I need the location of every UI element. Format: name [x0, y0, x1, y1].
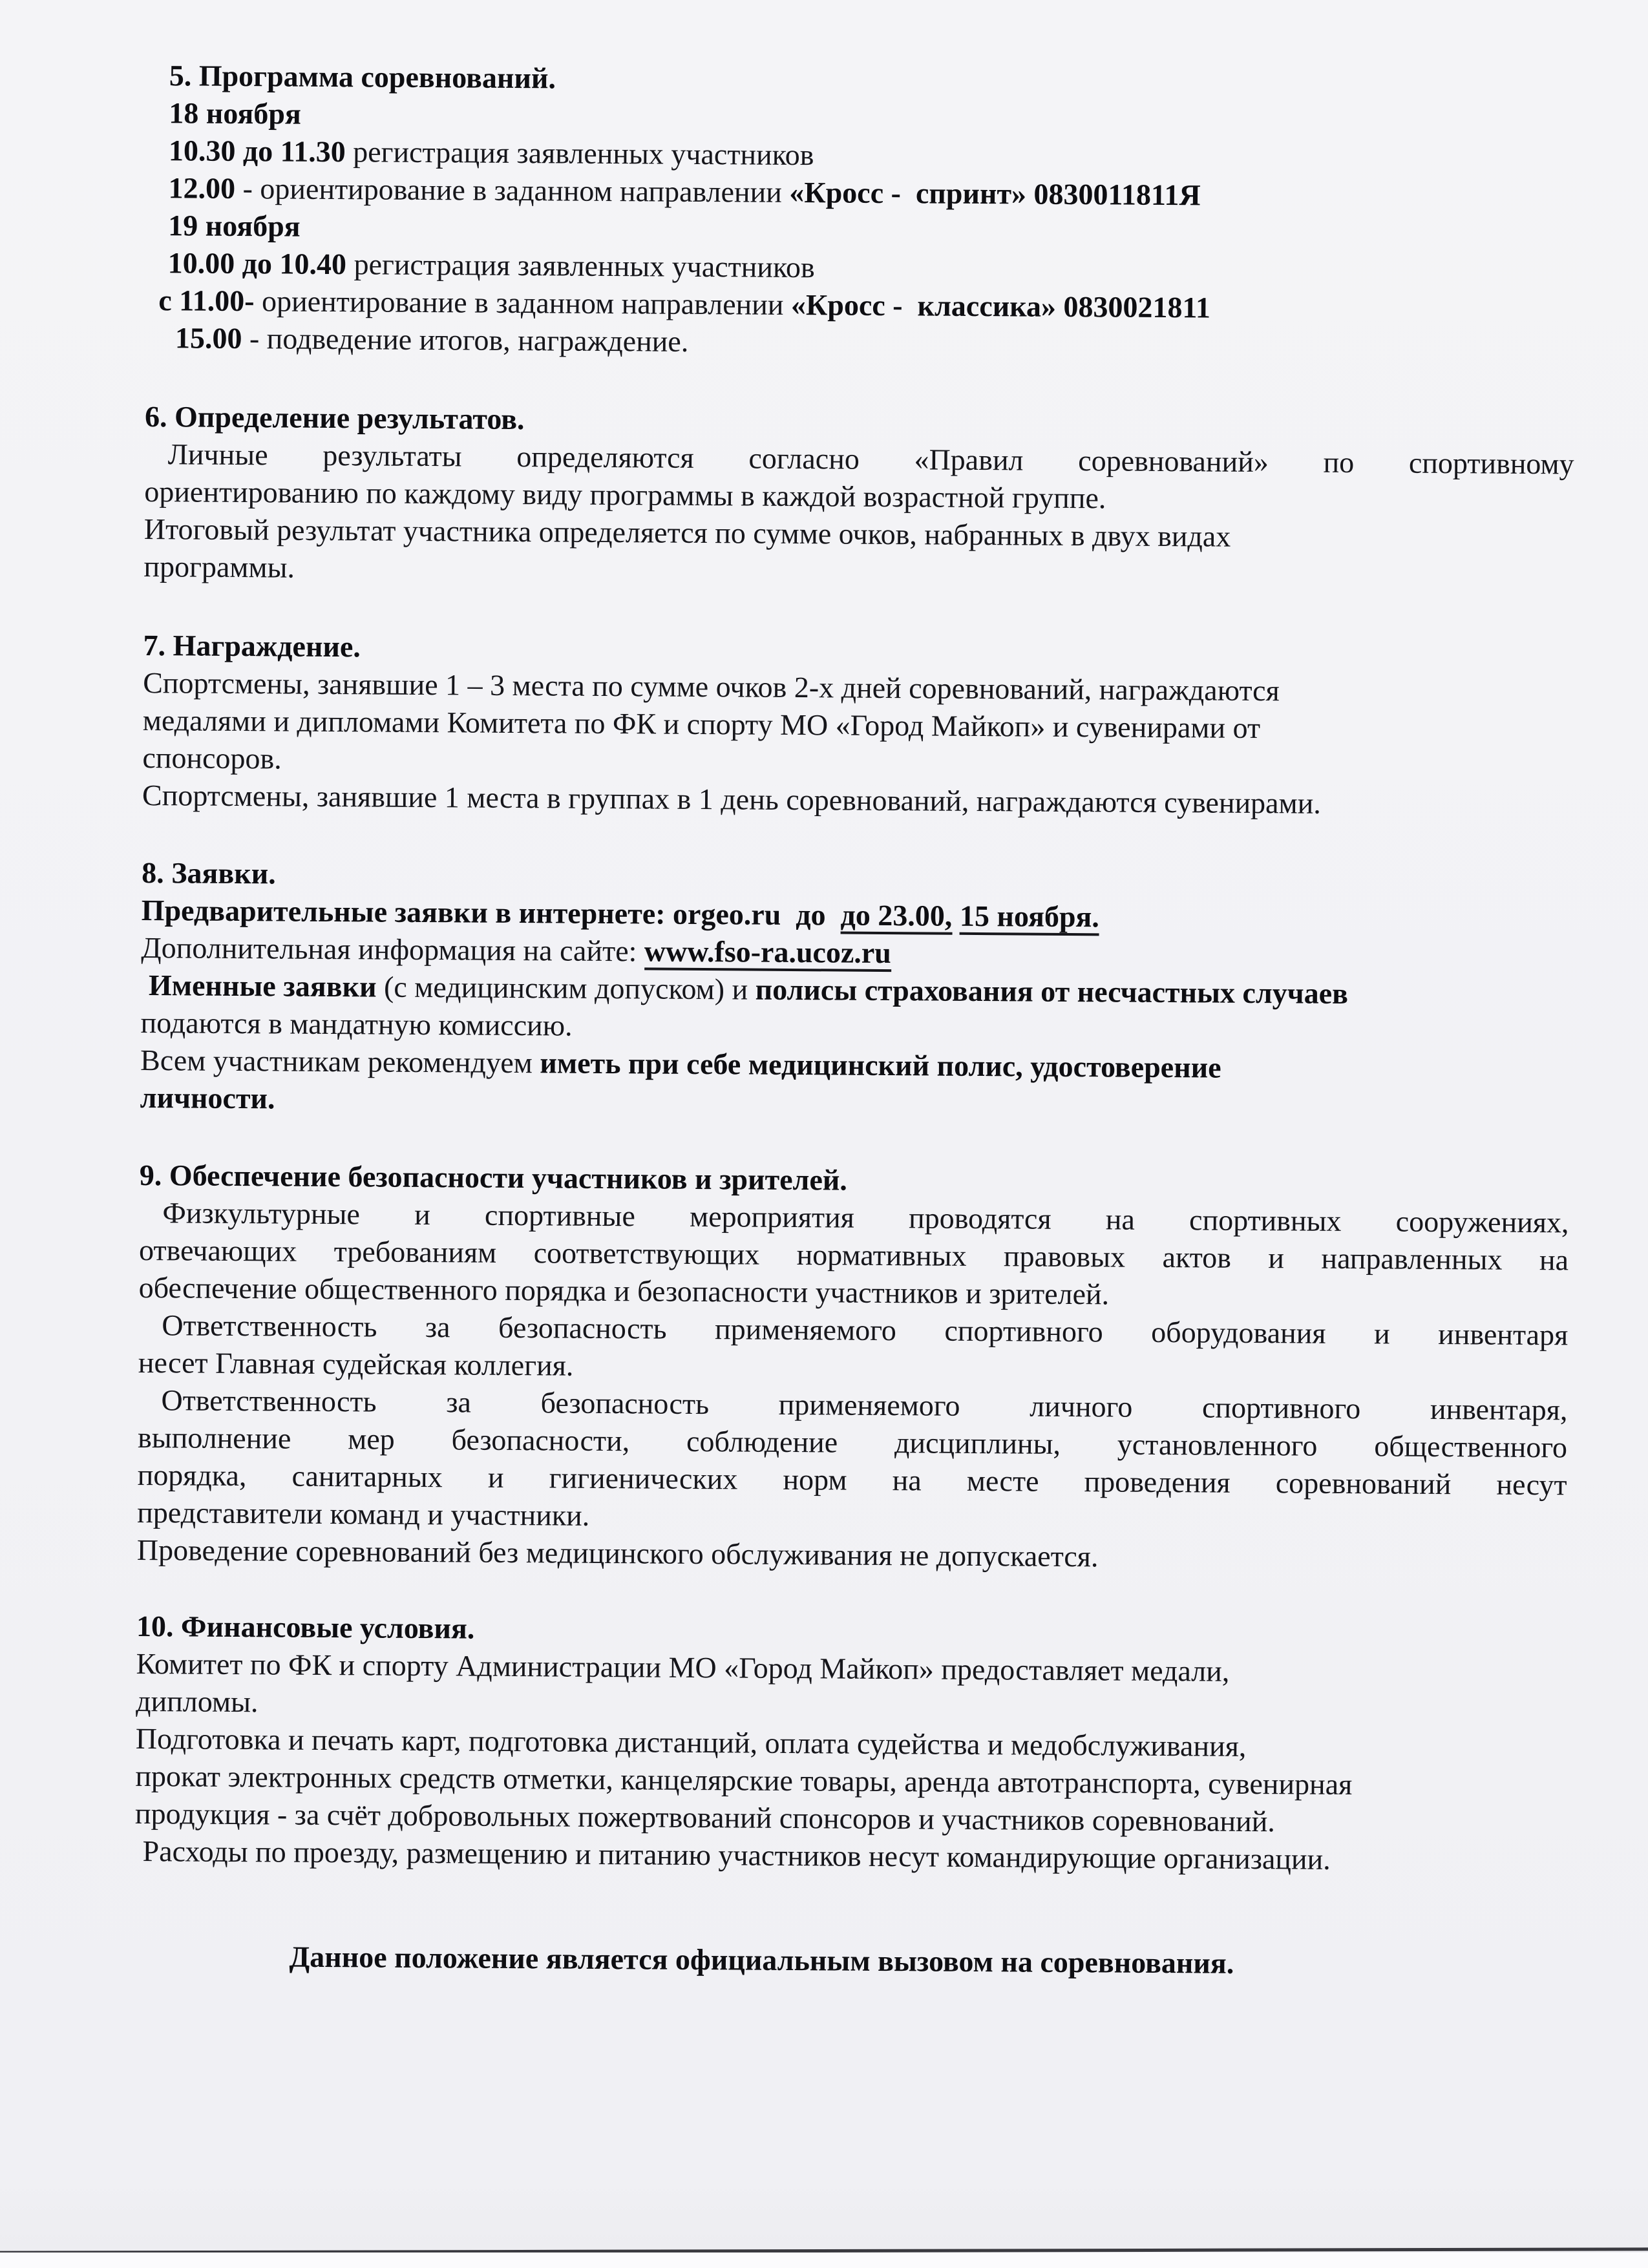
text-run: полисы страхования от несчастных случаев [755, 972, 1349, 1011]
section-entries [140, 854, 1572, 1126]
text-run: 5. Программа соревнований. [169, 59, 556, 95]
text-run: 10.00 до 10.40 [167, 246, 354, 281]
text-run: Итоговый результат участника определяется по сумме очков, набранных в двух видах [143, 512, 1231, 553]
section-safety [137, 1157, 1569, 1579]
section-results [143, 398, 1574, 595]
text-run: отвечающих требованиям соответствующих нормативных правовых актов и направленных на [138, 1233, 1569, 1277]
section-finance [134, 1608, 1566, 1880]
text-run: дипломы. [136, 1684, 259, 1719]
text-run: 15.00 [174, 321, 242, 355]
text-run: 19 ноября [168, 209, 301, 243]
text-run: с 11.00- [158, 284, 255, 318]
text-run: 12.00 [168, 171, 236, 205]
text-run: порядка, санитарных и гигиенических норм на месте проведения соревнований несут [137, 1458, 1567, 1502]
text-run: личности. [140, 1080, 275, 1115]
text-run: Предварительные заявки в интернете: orgeo.ru до [141, 893, 841, 932]
text-run: несет Главная судейская коллегия. [138, 1345, 574, 1382]
document-body [134, 57, 1577, 1984]
text-run: «Кросс - спринт» 0830011811Я [789, 175, 1201, 212]
text-run: Спортсмены, занявшие 1 места в группах в 1 день соревнований, награждаются сувенирами. [142, 778, 1321, 820]
text-run [952, 899, 960, 932]
text-run: ориентированию по каждому виду программы в каждой возрастной группе. [144, 474, 1106, 515]
text-run: Личные результаты определяются согласно «Правил соревнований» по спортивному [167, 437, 1574, 481]
text-run: «Кросс - классика» 0830021811 [790, 288, 1211, 324]
text-run: продукция - за счёт добровольных пожертвований спонсоров и участников соревнований. [134, 1796, 1276, 1838]
text-run: Ответственность за безопасность применяемого личного спортивного инвентаря, [161, 1383, 1568, 1427]
text-run: программы. [143, 549, 295, 584]
text-run: Ответственность за безопасность применяемого спортивного оборудования и инвентаря [162, 1308, 1569, 1352]
text-run: Расходы по проезду, размещению и питанию участников несут командирующие организации. [142, 1834, 1331, 1876]
scanner-background [0, 2252, 1648, 2268]
text-run: Подготовка и печать карт, подготовка дистанций, оплата судейства и медобслуживания, [135, 1721, 1247, 1763]
text-run: (с медицинским допуском) и [383, 970, 755, 1006]
text-run: прокат электронных средств отметки, канцелярские товары, аренда автотранспорта, сувенирная [135, 1759, 1353, 1801]
text-run: Именные заявки [148, 969, 385, 1003]
text-run: Спортсмены, занявшие 1 – 3 места по сумме очков 2-х дней соревнований, награждаются [143, 666, 1280, 708]
section-program [145, 57, 1577, 366]
text-run: 7. Награждение. [143, 628, 361, 664]
underlined-text: www.fso-ra.ucoz.ru [644, 934, 891, 972]
text-run: Всем участникам рекомендуем [140, 1043, 540, 1080]
text-run: 8. Заявки. [142, 856, 276, 890]
text-run: выполнение мер безопасности, соблюдение дисциплины, установленного общественного [137, 1420, 1568, 1464]
text-run: Проведение соревнований без медицинского обслуживания не допускается. [136, 1533, 1099, 1573]
text-run: Дополнительная информация на сайте: [141, 930, 645, 968]
text-run: регистрация заявленных участников [354, 247, 815, 284]
text-run: 18 ноября [169, 96, 302, 131]
text-run: Комитет по ФК и спорту Администрации МО «Город Майкоп» предоставляет медали, [136, 1646, 1230, 1688]
text-run: представители команд и участники. [137, 1495, 590, 1532]
text-run: иметь при себе медицинский полис, удостоверение [540, 1046, 1221, 1084]
text-run: Физкультурные и спортивные мероприятия проводятся на спортивных сооружениях, [162, 1196, 1569, 1239]
official-invitation-statement: Данное положение является официальным вызовом на соревнования. [289, 1940, 1234, 1980]
underlined-text: 15 ноября. [960, 899, 1099, 936]
underlined-text: до 23.00, [840, 899, 952, 935]
text-run: медалями и дипломами Комитета по ФК и спорту МО «Город Майкоп» и сувенирами от [142, 703, 1261, 745]
text-run: регистрация заявленных участников [353, 135, 814, 172]
text-run: обеспечение общественного порядка и безопасности участников и зрителей. [138, 1270, 1110, 1311]
text-run: 10. Финансовые условия. [136, 1609, 475, 1645]
text-run: - ориентирование в заданном направлении [235, 171, 790, 209]
text-run: спонсоров. [142, 740, 282, 775]
section-awards [142, 627, 1573, 824]
text-run: 10.30 до 11.30 [168, 134, 354, 169]
text-run: - подведение итогов, награждение. [242, 322, 689, 358]
text-run: 9. Обеспечение безопасности участников и зрителей. [139, 1158, 848, 1197]
text-run: ориентирование в заданном направлении [254, 284, 792, 321]
text-run: подаются в мандатную комиссию. [140, 1005, 573, 1042]
text-run: 6. Определение результатов. [144, 399, 525, 436]
